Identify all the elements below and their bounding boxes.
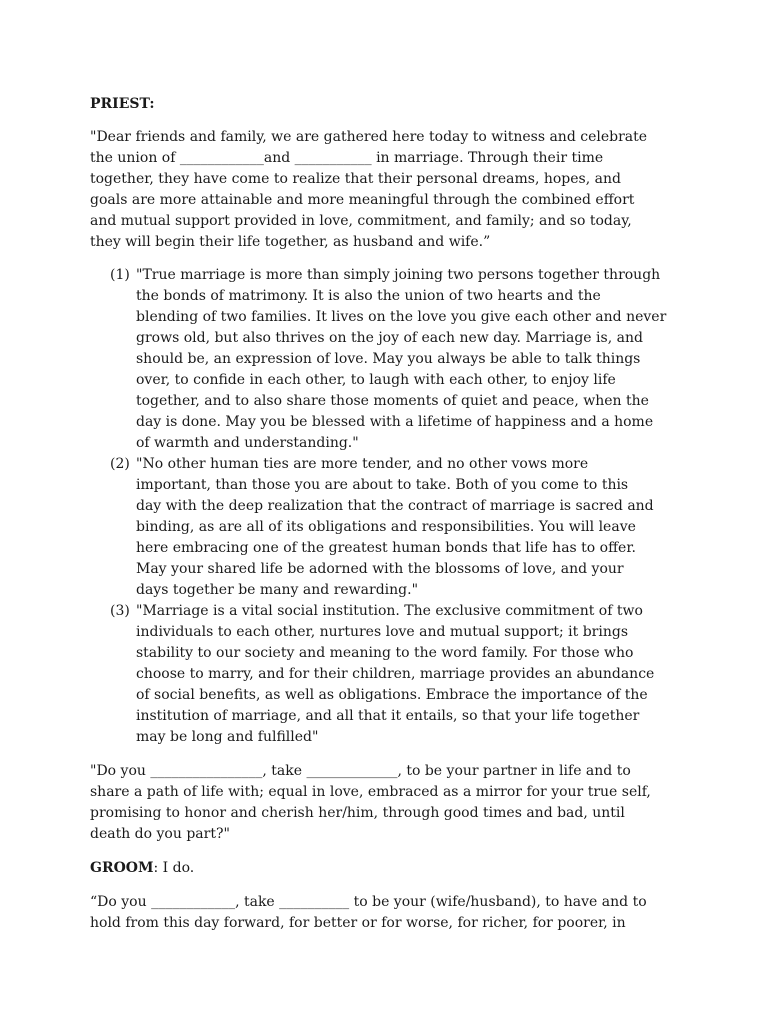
vow-line: “Do you ____________, take __________ to be your (wife/husband), to have and to — [90, 894, 647, 910]
reading-line: the bonds of matrimony. It is also the union of two hearts and the — [136, 288, 601, 304]
reading-line: days together be many and rewarding." — [136, 582, 419, 598]
reading-number: (3) — [110, 603, 130, 619]
vow-line: hold from this day forward, for better or for worse, for richer, for poorer, in — [90, 915, 626, 931]
reading-line: of warmth and understanding." — [136, 435, 359, 451]
priest-heading: PRIEST: — [90, 96, 155, 112]
reading-line: here embracing one of the greatest human bonds that life has to offer. — [136, 540, 636, 556]
readings-list — [90, 265, 680, 748]
reading-line: institution of marriage, and all that it entails, so that your life together — [136, 708, 640, 724]
reading-line: choose to marry, and for their children, marriage provides an abundance — [136, 666, 655, 682]
reading-item — [90, 265, 680, 454]
second-vow-paragraph — [90, 892, 680, 934]
reading-line: stability to our society and meaning to the word family. For those who — [136, 645, 634, 661]
reading-line: of social benefits, as well as obligations. Embrace the importance of the — [136, 687, 648, 703]
vow-line: "Do you ________________, take _____________, to be your partner in life and to — [90, 763, 631, 779]
document-page — [90, 94, 680, 934]
reading-line: blending of two families. It lives on the love you give each other and never — [136, 309, 667, 325]
groom-response — [90, 858, 680, 879]
reading-line: May your shared life be adorned with the blossoms of love, and your — [136, 561, 624, 577]
reading-item — [90, 601, 680, 748]
intro-line: the union of ____________and ___________ in marriage. Through their time — [90, 150, 604, 166]
reading-line: "No other human ties are more tender, and no other vows more — [136, 456, 589, 472]
vow-line: death do you part?" — [90, 826, 230, 842]
vow-line: share a path of life with; equal in love, embraced as a mirror for your true self, — [90, 784, 651, 800]
reading-line: together, and to also share those moments of quiet and peace, when the — [136, 393, 649, 409]
reading-line: should be, an expression of love. May you always be able to talk things — [136, 351, 641, 367]
reading-line: may be long and fulfilled" — [136, 729, 319, 745]
reading-line: day with the deep realization that the contract of marriage is sacred and — [136, 498, 654, 514]
reading-item — [90, 454, 680, 601]
reading-line: binding, as are all of its obligations and responsibilities. You will leave — [136, 519, 636, 535]
reading-number: (2) — [110, 456, 130, 472]
reading-line: "Marriage is a vital social institution. The exclusive commitment of two — [136, 603, 643, 619]
intro-line: together, they have come to realize that their personal dreams, hopes, and — [90, 171, 621, 187]
groom-label: GROOM — [90, 860, 154, 876]
reading-number: (1) — [110, 267, 130, 283]
intro-line: goals are more attainable and more meaningful through the combined effort — [90, 192, 635, 208]
vow-question-paragraph — [90, 761, 680, 845]
vow-line: promising to honor and cherish her/him, through good times and bad, until — [90, 805, 625, 821]
reading-line: day is done. May you be blessed with a lifetime of happiness and a home — [136, 414, 654, 430]
intro-line: they will begin their life together, as husband and wife.” — [90, 234, 491, 250]
intro-line: and mutual support provided in love, commitment, and family; and so today, — [90, 213, 632, 229]
intro-paragraph — [90, 127, 680, 253]
intro-line: "Dear friends and family, we are gathered here today to witness and celebrate — [90, 129, 648, 145]
reading-line: grows old, but also thrives on the joy of each new day. Marriage is, and — [136, 330, 643, 346]
reading-line: individuals to each other, nurtures love and mutual support; it brings — [136, 624, 629, 640]
reading-line: "True marriage is more than simply joining two persons together through — [136, 267, 661, 283]
reading-line: important, than those you are about to take. Both of you come to this — [136, 477, 629, 493]
reading-line: over, to confide in each other, to laugh with each other, to enjoy life — [136, 372, 616, 388]
groom-reply: : I do. — [153, 860, 195, 876]
